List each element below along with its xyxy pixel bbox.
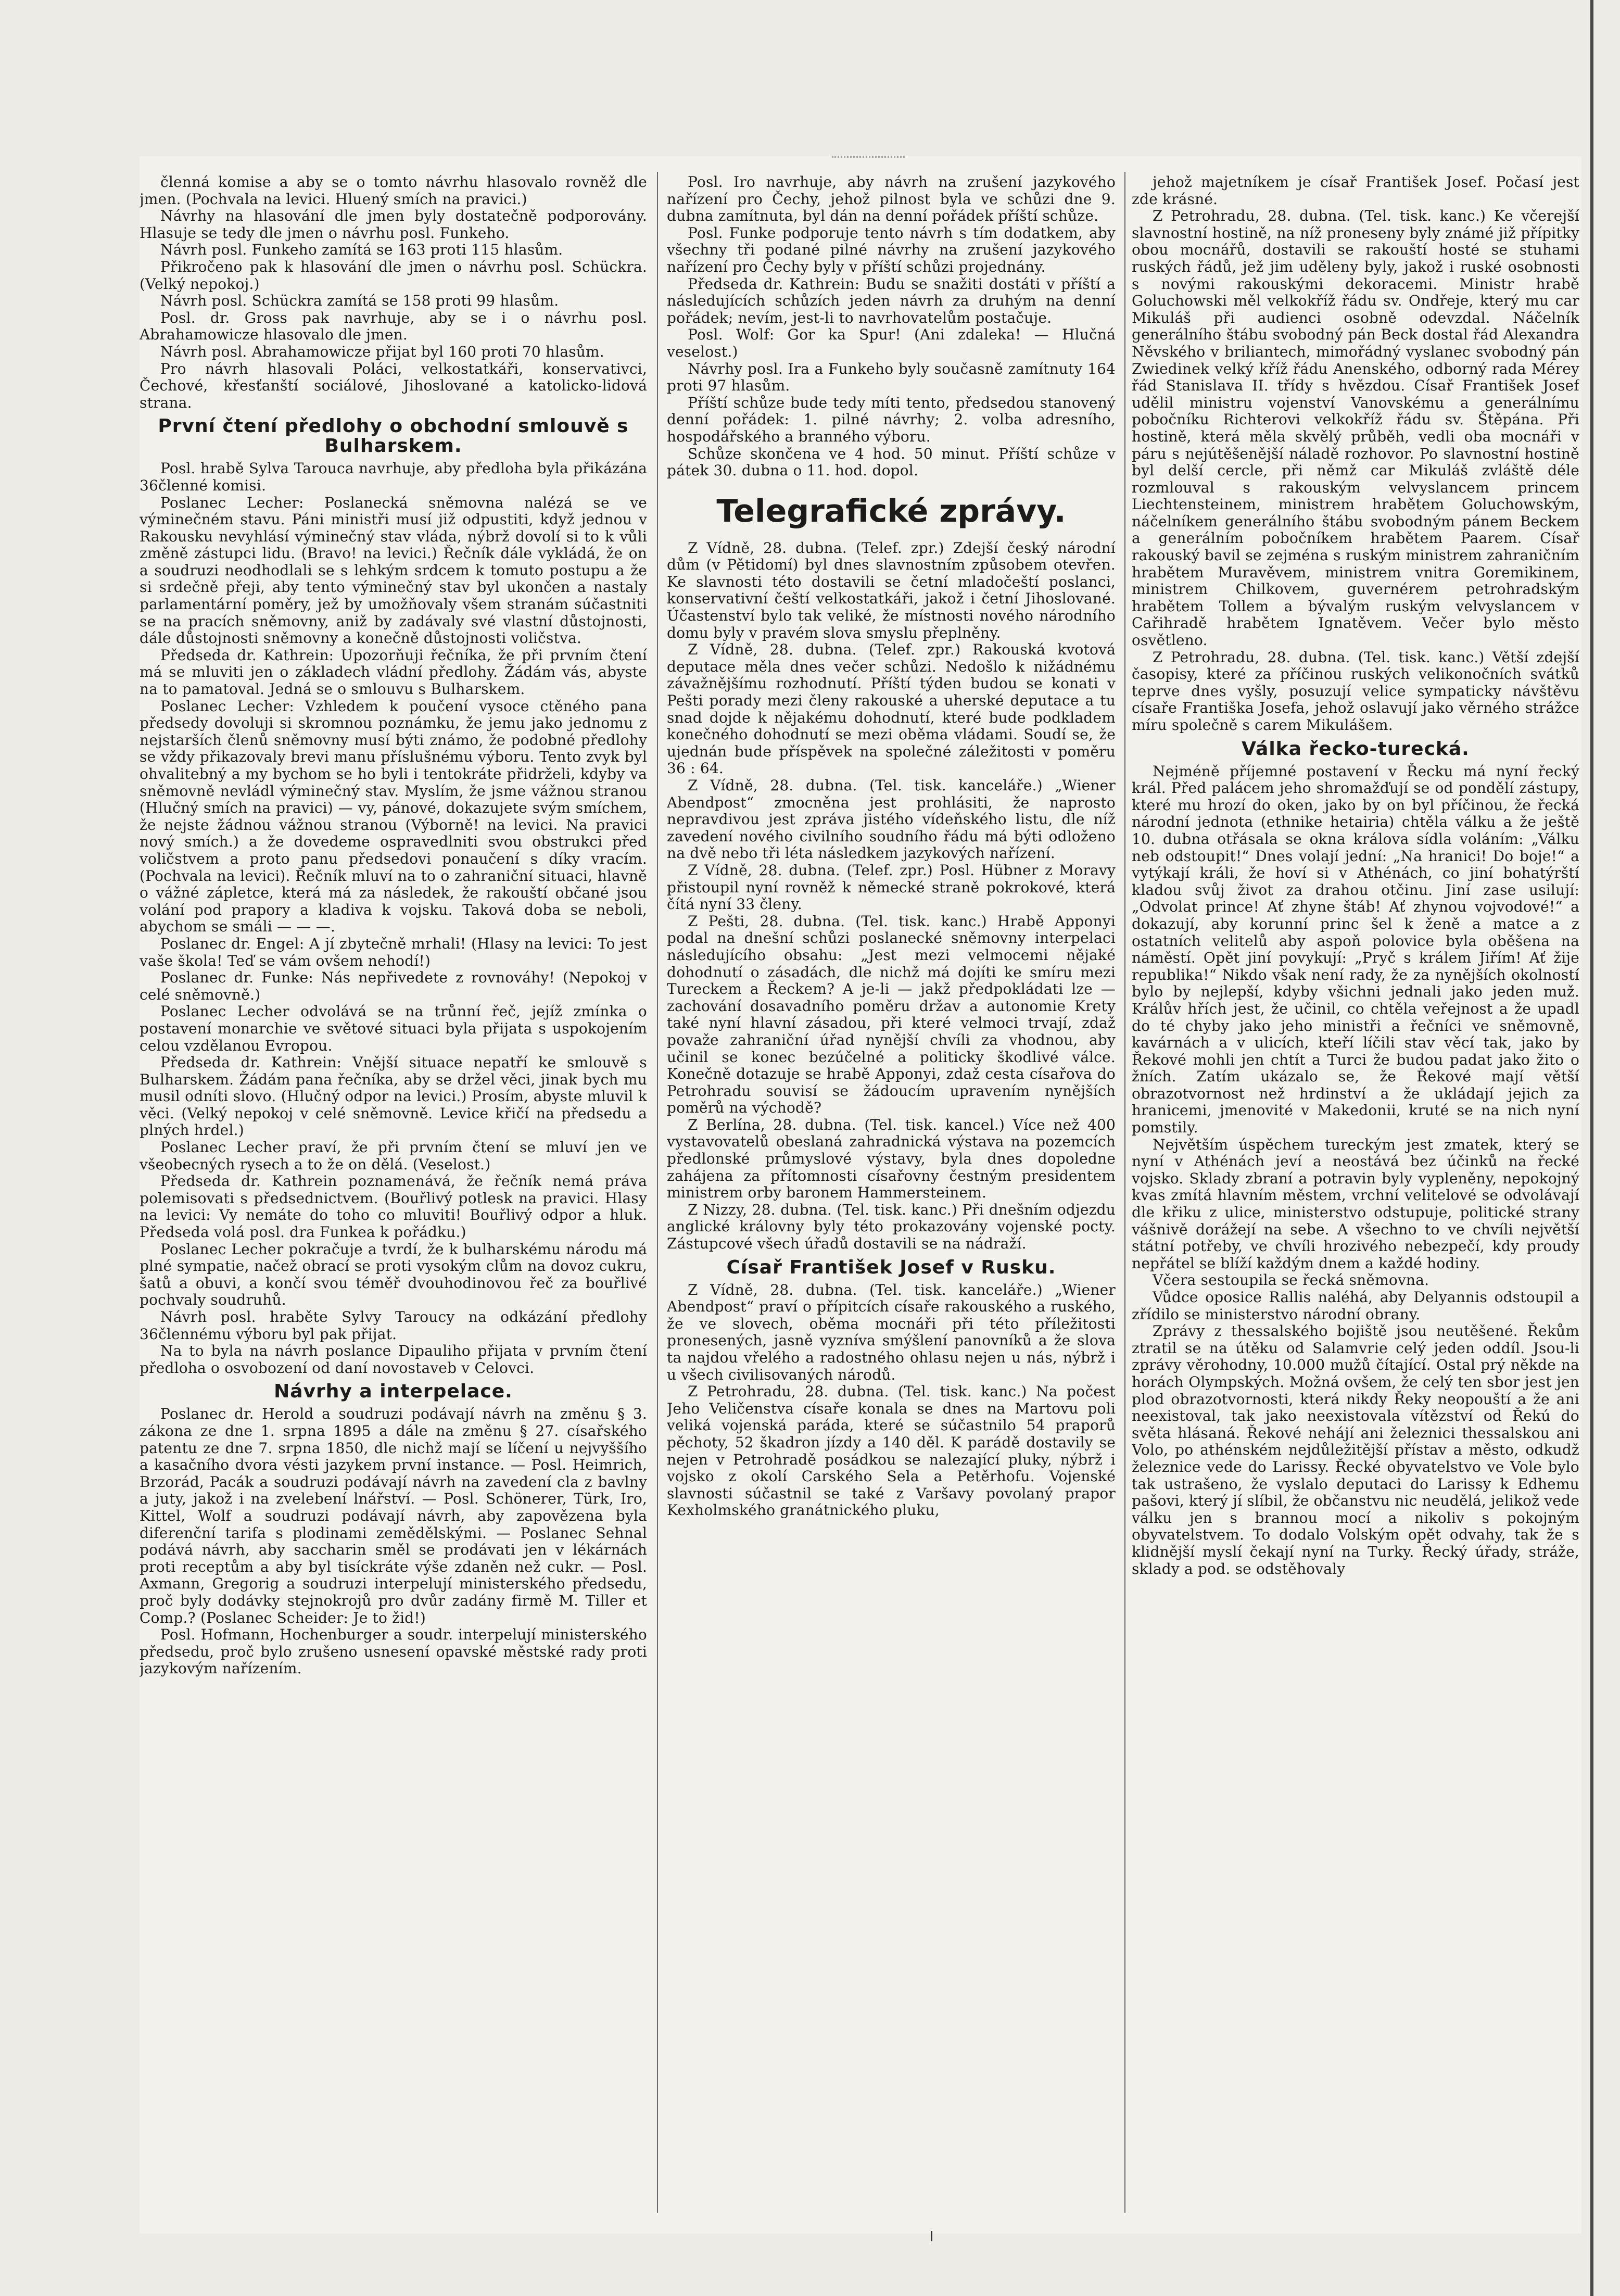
column-rule-2 (1124, 172, 1125, 2213)
section-heading-valka-recko-turecka: Válka řecko-turecká. (1242, 738, 1470, 760)
paragraph: jehož majetníkem je císař František Josef. Počasí jest zde krásné. (1132, 174, 1579, 208)
paragraph: Poslanec Lecher pokračuje a tvrdí, že k bulharskému národu má plné sympatie, načež obrací se proti vysokým clům na dovoz cukru, šatů a obuvi, a končí svou téměř dvouhodinovou řeč za bouřlivé pochvaly soudruhů. (140, 1240, 647, 1309)
section-heading-navrhy-interpelace: Návrhy a interpelace. (274, 1381, 513, 1403)
paragraph: Návrhy posl. Ira a Funkeho byly současně zamítnuty 164 proti 97 hlasům. (667, 360, 1116, 395)
paragraph: Návrh posl. Abrahamowicze přijat byl 160 proti 70 hlasům. (160, 343, 604, 360)
column-left-block-a (140, 174, 647, 411)
torn-header-strip (832, 156, 905, 169)
paragraph: Poslanec Lecher: Poslanecká sněmovna nalézá se ve výminečném stavu. Páni ministři musí již odpustiti, když jednou v Rakousku nevyhlásí výminečný stav vláda, nýbrž dovolí si to k vůli změně zástupci lidu. (Bravo! na levici.) Řečník dále vykládá, že on a soudruzi neodhodlali se s lehkým srdcem k tomuto postupu a že si srdečně přeji, aby tento výminečný stav byl ukončen a nastaly parlamentární poměry, jež by umožňovaly všem stranám súčastniti se na pracích sněmovny, aniž by zadávaly své vlastní důstojnosti, dále důstojnosti sněmovny a konečně důstojnosti voličstva. (140, 494, 647, 647)
column-middle-block-a (667, 174, 1116, 480)
paragraph: Návrh posl. Schückra zamítá se 158 proti 99 hlasům. (160, 292, 559, 310)
column-right-block-a (1132, 174, 1579, 734)
paragraph: členná komise a aby se o tomto návrhu hlasovalo rovněž dle jmen. (Pochvala na levici. Hluený smích na pravici.) (140, 174, 647, 208)
paragraph: Přikročeno pak k hlasování dle jmen o návrhu posl. Schückra. (Velký nepokoj.) (140, 258, 647, 293)
paragraph: Na to byla na návrh poslance Dipauliho přijata v prvním čtení předloha o osvobození od daní novostaveb v Celovci. (140, 1342, 647, 1377)
paragraph: Z Vídně, 28. dubna. (Telef. zpr.) Rakouská kvotová deputace měla dnes večer schůzi. Nedošlo k nižádnému závažnějšímu rozhodnutí. Příští týden budou se konati v Pešti porady mezi členy rakouské a uherské deputace a tu snad dojde k nějakému dohodnutí, které bude podkladem konečného dohodnutí se mezi oběma vládami. Soudí se, že ujednán bude příspěvek na společné záležitosti v poměru 36 : 64. (667, 641, 1116, 777)
paragraph: Z Vídně, 28. dubna. (Tel. tisk. kanceláře.) „Wiener Abendpost“ zmocněna jest prohlásiti, že naprosto nepravdivou jest zpráva jistého vídeňského listu, dle níž zavedení nového civilního soudního řádu má býti odloženo na dvě nebo tři léta následkem jazykových nařízení. (667, 777, 1116, 862)
paragraph: Poslanec Lecher: Vzhledem k poučení vysoce ctěného pana předsedy dovoluji si skromnou poznámku, že jemu jako jednomu z nejstarších členů sněmovny musí býti známo, že podobné předlohy se vždy přikazovaly brevi manu příslušnému výboru. Tento zvyk byl ohvalitebný a my bychom se ho byli i tentokráte přidrželi, kdyby va sněmovně nevládl výminečný stav. Myslím, že jsme vážnou stranou (Hlučný smích na pravici) — vy, pánové, dokazujete svým smíchem, že nejste žádnou vážnou stranou (Výborně! na levici. Na pravici nový smích.) a že dovedeme ospravedlniti svou obstrukci před voličstvem a proto panu předsedovi ponaučení s díky vracím. (Pochvala na levici). Řečník mluví na to o zahraniční situaci, hlavně o vážné zápletce, která má za následek, že rakouští občané jsou volání pod prapory a kladiva k vojsku. Taková doba se neboli, abychom se smáli — — —. (140, 697, 647, 936)
section-heading-obchodni-smlouva: První čtení předlohy o obchodní smlouvě s Bulharskem. (158, 415, 629, 457)
paragraph: Z Petrohradu, 28. dubna. (Tel. tisk. kanc.) Větší zdejší časopisy, které za příčinou ruských velikonočních svátků teprve dnes vyšly, posuzují velice sympaticky návštěvu císaře Františka Josefa, jehož oslavují jako věrného strážce míru společně s carem Mikulášem. (1132, 648, 1579, 734)
paragraph: Posl. Iro navrhuje, aby návrh na zrušení jazykového nařízení pro Čechy, jehož pilnost byla ve schůzi dne 9. dubna zamítnuta, byl dán na denní pořádek příští schůze. (667, 174, 1116, 225)
paragraph: Poslanec Lecher praví, že při prvním čtení se mluví jen ve všeobecných rysech a to že on dělá. (Veselost.) (140, 1139, 647, 1173)
column-middle-block-b (667, 540, 1116, 1253)
paragraph: Poslanec dr. Engel: A jí zbytečně mrhali! (Hlasy na levici: To jest vaše škola! Teď se vám ovšem nehodí!) (140, 935, 647, 969)
column-middle-block-c (667, 1282, 1116, 1519)
paragraph: Návrh posl. Funkeho zamítá se 163 proti 115 hlasům. (160, 241, 563, 259)
paragraph: Předseda dr. Kathrein: Vnější situace nepatří ke smlouvě s Bulharskem. Žádám pana řečníka, aby se držel věci, jinak bych mu musil odníti slovo. (Hlučný odpor na levici.) Prosím, abyste mluvil k věci. (Velký nepokoj v celé sněmovně. Levice křičí na předsedu a plných hrdel.) (140, 1054, 647, 1139)
ink-mark (931, 2231, 932, 2241)
paragraph: Z Pešti, 28. dubna. (Tel. tisk. kanc.) Hrabě Apponyi podal na dnešní schůzi poslanecké sněmovny interpelaci následujícího obsahu: „Jest mezi velmocemi nějaké dohodnutí o zásadách, dle nichž má dojíti ke smíru mezi Tureckem a Řeckem? A je-li — jakž předpokládati lze — zachování dosavadního poměru držav a autonomie Krety také nyní hlavní zásadou, při které velmoci trvají, zdaž považe zahraniční úřad nynější chvíli za vhodnou, aby učinil se konec bezúčelné a politicky škodlivé válce. Konečně dotazuje se hrabě Apponyi, zdaž cesta císařova do Petrohradu souvisí se žádoucím upravením nynějších poměrů na východě? (667, 912, 1116, 1117)
column-right (1132, 174, 1579, 2213)
paragraph: Největším úspěchem tureckým jest zmatek, který se nyní v Athénách jeví a neostává bez účinků na řecké vojsko. Sklady zbraní a potravin byly vypleněny, nepokojný kvas zmítá hlavním městem, vrchní velitelové se odvolávají dle křiku z ulice, ministerstvo odstupuje, politické strany vášnivě dorážejí na sebe. A všechno to ve chvíli největší státní potřeby, ve chvíli hrozivého nebezpečí, kdy proudy nepřátel se blíží každým dnem a každé hodiny. (1132, 1136, 1579, 1272)
paragraph: Posl. Hofmann, Hochenburger a soudr. interpelují ministerského předsedu, proč bylo zrušeno usnesení opavské městské rady proti jazykovým nařízením. (140, 1626, 647, 1677)
paragraph: Návrh posl. hraběte Sylvy Taroucy na odkázání předlohy 36člennému výboru byl pak přijat. (140, 1308, 647, 1343)
paragraph: Předseda dr. Kathrein: Budu se snažiti dostáti v příští a následujících schůzích jeden návrh za druhým na denní pořádek; nevím, jest-li to navrhovatelům postačuje. (667, 275, 1116, 326)
paragraph: Poslanec dr. Funke: Nás nepřivedete z rovnováhy! (Nepokoj v celé sněmovně.) (140, 969, 647, 1003)
column-left-block-b (140, 460, 647, 1377)
paragraph: Předseda dr. Kathrein poznamenává, že řečník nemá práva polemisovati s předsednictvem. (Bouřlivý potlesk na pravici. Hlasy na levici: Vy nemáte do toho co mluviti! Bouřlivý odpor a hluk. Předseda volá posl. dra Funkea k pořádku.) (140, 1172, 647, 1241)
column-left (140, 174, 647, 2213)
paragraph: Poslanec Lecher odvolává se na trůnní řeč, jejíž zmínka o postavení monarchie ve světové situaci byla přijata s uspokojením celou vzdělanou Evropou. (140, 1003, 647, 1054)
paragraph: Pro návrh hlasovali Poláci, velkostatkáři, konservativci, Čechové, křesťanští sociálové, Jihoslované a katolicko-lidová strana. (140, 360, 647, 411)
column-left-block-c (140, 1406, 647, 1677)
paragraph: Zprávy z thessalského bojiště jsou neutěšené. Řekům ztratil se na útěku od Salamvrie celý jeden oddíl. Jsou-li zprávy věrohodny, 10.000 mužů čítající. Ostal prý někde na horách Olympských. Možná ovšem, že celý ten sbor jest jen plod obrazotvornosti, která nikdy Řeky neopouští a že ani neexistoval, tak jako neexistovala vítězství od Řekú do světa hlásaná. Řekové nehájí ani železnici thessalskou ani Volo, po athénském nejdůležitější přístav a město, odkudž železnice vede do Larissy. Řecké obyvatelstvo ve Vole bylo tak ustrašeno, že vyslalo deputaci do Larissy k Edhemu pašovi, který jí slíbil, že občanstvu nic neudělá, jelikož vede válku jen s brannou mocí a nikoliv s pokojným obyvatelstvem. To dodalo Volským opět odvahy, tak že s klidnější myslí čekají nyní na Turky. Řecký úřady, stráže, sklady a pod. se odstěhovaly (1132, 1322, 1579, 1578)
paragraph: Z Petrohradu, 28. dubna. (Tel. tisk. kanc.) Ke včerejší slavnostní hostině, na níž proneseny byly známé již přípitky obou mocnářů, dostavili se rakouští hosté se stuhami ruských řádů, jež jim uděleny byly, jakož i ruské osobnosti s novými rakouskými dekoracemi. Ministr hrabě Goluchowski měl velkokříž řádu sv. Ondřeje, který mu car Mikuláš při audienci osobně odevzdal. Náčelník generálního štábu svobodný pán Beck dostal řád Alexandra Něvského v briliantech, mimořádný vyslanec svobodný pán Zwiedinek velký kříž řádu Anenského, odborný rada Mérey řád Stanislava II. třídy s hvězdou. Císař František Josef udělil ministru vojenství Vanovskému a generálnímu pobočníku Richterovi velkokříž řádu sv. Štěpána. Při hostině, která měla skvělý průběh, vedli oba mocnáři v páru s nejútěšenější náladě rozhovor. Po slavnostní hostině byl delší cercle, při němž car Mikuláš zvláště déle rozmlouval s rakouským velvyslancem princem Liechtensteinem, ministrem hrabětem Goluchowským, náčelníkem generálního štábu svobodným pánem Beckem a generálním pobočníkem hrabětem Paarem. Císař rakouský bavil se zejména s ruským ministrem zahraničním hrabětem Muravěvem, ministrem vnitra Goremikinem, ministrem Chilkovem, guvernérem petrohradským hrabětem Tollem a bývalým ruským velvyslancem v Cařihradě hrabětem Ignatěvem. Večer bylo město osvětleno. (1132, 207, 1579, 649)
section-heading-cisar-v-rusku: Císař František Josef v Rusku. (726, 1256, 1056, 1278)
page-edge-shadow (1590, 0, 1593, 2296)
paragraph: Návrhy na hlasování dle jmen byly dostatečně podporovány. Hlasuje se tedy dle jmen o návrhu posl. Funkeho. (140, 207, 647, 242)
paragraph: Nejméně příjemné postavení v Řecku má nyní řecký král. Před palácem jeho shromažďují se od pondělí zástupy, které mu hrozí do oken, jako by on byl příčinou, že řecká národní jednota (ethnike hetairia) chtěla válku a že ještě 10. dubna otřásala se okna králova sídla voláním: „Válku neb odstoupit!“ Dnes volají jední: „Na hranici! Do boje!“ a vytýkají králi, že hoví si v Athénách, co jiní bohatýrští kladou svůj život za drahou otčinu. Jiní zase usilují: „Odvolat prince! Ať zhyne štáb! Ať zhynou vojvodové!“ a dokazují, aby korunní princ šel k ženě a matce a z ostatních velitelů aby aspoň polovice byla oběšena na náměstí. Opět jiní povykují: „Pryč s králem Jiřím! Ať žije republika!“ Nikdo však není rady, že za nynějších okolností bylo by nejlepší, kdyby všichni jednali jako jeden muž. Králův hřích jest, že učinil, co chtěla veřejnost a že upadl do té chyby jako jeho ministři a řečníci ve sněmovně, kavárnách a v ulicích, kteří líčili stav věcí tak, jako by Řekové mohli jen chtít a Turci že budou padat jako žito o žních. Zatím ukázalo se, že Řekové mají větší obrazotvornost než hrdinství a že ukládají jejich za hranicemi, jmenovité v Makedonii, kruté se na nich nyní pomstily. (1132, 762, 1579, 1137)
section-heading-telegraficke-zpravy: Telegrafické zprávy. (716, 493, 1066, 529)
paragraph: Z Petrohradu, 28. dubna. (Tel. tisk. kanc.) Na počest Jeho Veličenstva císaře konala se dnes na Martovu poli veliká vojenská paráda, které se súčastnilo 54 praporů pěchoty, 52 škadron jízdy a 140 děl. K parádě dostavily se nejen v Petrohradě posádkou se nalezající pluky, nýbrž i vojsko z okolí Carského Sela a Petěrhofu. Vojenské slavnosti súčastnil se také z Varšavy povolaný prapor Kexholmského granátnického pluku, (667, 1383, 1116, 1519)
paragraph: Z Vídně, 28. dubna. (Telef. zpr.) Zdejší český národní dům (v Pětidomí) byl dnes slavnostním způsobem otevřen. Ke slavnosti této dostavili se četní mladočeští poslanci, konservativní čeští velkostatkáři, jakož i četní Jihoslované. Účastenství bylo tak veliké, že místnosti nového národního domu byly v pravém slova smyslu přeplněny. (667, 539, 1116, 641)
paragraph: Z Berlína, 28. dubna. (Tel. tisk. kancel.) Více než 400 vystavovatelů obeslaná zahradnická výstava na pozemcích předlonské průmyslové výstavy, byla dnes dopoledne zahájena za přítomnosti císařovny čestným presidentem ministrem orby baronem Hammersteinem. (667, 1116, 1116, 1202)
paragraph: Vůdce oposice Rallis naléhá, aby Delyannis odstoupil a zřídilo se ministerstvo národní obrany. (1132, 1289, 1579, 1323)
paragraph: Posl. dr. Gross pak navrhuje, aby se i o návrhu posl. Abrahamowicze hlasovalo dle jmen. (140, 309, 647, 344)
column-right-block-b (1132, 763, 1579, 1578)
paragraph: Schůze skončena ve 4 hod. 50 minut. Příští schůze v pátek 30. dubna o 11. hod. dopol. (667, 445, 1116, 480)
paragraph: Z Nizzy, 28. dubna. (Tel. tisk. kanc.) Při dnešním odjezdu anglické královny byly této prokazovány vojenské pocty. Zástupcové všech úřadů dostavili se na nádraží. (667, 1201, 1116, 1253)
paragraph: Poslanec dr. Herold a soudruzi podávají návrh na změnu § 3. zákona ze dne 1. srpna 1895 a dále na změnu § 27. císařského patentu ze dne 7. srpna 1850, dle nichž mají se líčení u nejvyššího a kasačního dvora vésti jazykem první instance. — Posl. Heimrich, Brzorád, Pacák a soudruzi podávají návrh na zavedení cla z bavlny a juty, jakož i na zvelebení lnářství. — Posl. Schönerer, Türk, Iro, Kittel, Wolf a soudruzi podávají návrh, aby zapovězena byla diferenční tarifa s plodinami zemědělskými. — Poslanec Sehnal podává návrh, aby saccharin směl se prodávati jen v lékárnách proti receptům a aby byl tisíckráte výše zdaněn než cukr. — Posl. Axmann, Gregorig a soudruzi interpelují ministerského předsedu, proč byly dodávky stejnokrojů pro dvůr zadány firmě M. Tiller et Comp.? (Poslanec Scheider: Je to žid!) (140, 1405, 647, 1626)
paragraph: Posl. Funke podporuje tento návrh s tím dodatkem, aby všechny tři podané pilné návrhy na zrušení jazykového nařízení pro Čechy byly v příští schůzi projednány. (667, 224, 1116, 275)
column-middle (667, 174, 1116, 2213)
paragraph: Z Vídně, 28. dubna. (Telef. zpr.) Posl. Hübner z Moravy přistoupil nyní rovněž k německé straně pokrokové, která čítá nyní 33 členy. (667, 861, 1116, 913)
paragraph: Posl. Wolf: Gor ka Spur! (Ani zdaleka! — Hlučná veselost.) (667, 326, 1116, 360)
paragraph: Předseda dr. Kathrein: Upozorňuji řečníka, že při prvním čtení má se mluviti jen o základech vládní předlohy. Žádám vás, abyste na to pamatoval. Jedná se o smlouvu s Bulharskem. (140, 646, 647, 698)
column-rule-1 (657, 172, 658, 2213)
newspaper-page (140, 156, 1581, 2234)
paragraph: Posl. hrabě Sylva Tarouca navrhuje, aby předloha byla přikázána 36členné komisi. (140, 460, 647, 494)
paragraph: Příští schůze bude tedy míti tento, předsedou stanovený denní pořádek: 1. pilné návrhy; 2. volba adresního, hospodářského a branného výboru. (667, 394, 1116, 445)
paragraph: Včera sestoupila se řecká sněmovna. (1153, 1271, 1429, 1289)
paragraph: Z Vídně, 28. dubna. (Tel. tisk. kanceláře.) „Wiener Abendpost“ praví o přípitcích císaře rakouského a ruského, že ve slovech, oběma mocnáři při této příležitosti pronesených, jasně vyzníva smýšlení panovníků a že slova ta najdou vřelého a radostného ohlasu nejen u nás, nýbrž i u všech civilisovaných národů. (667, 1281, 1116, 1383)
